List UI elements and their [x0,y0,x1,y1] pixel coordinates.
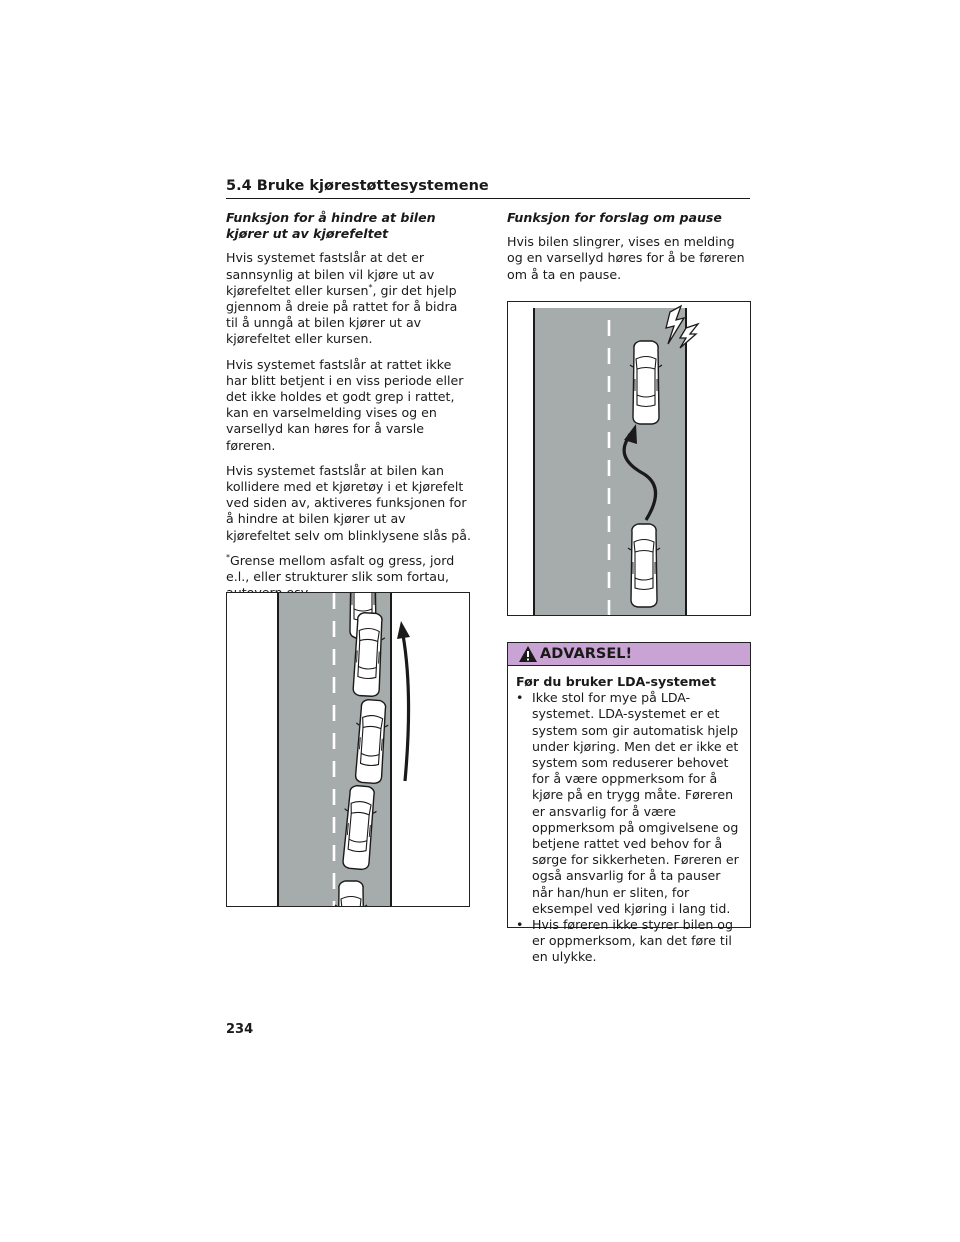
warning-title: ADVARSEL! [540,646,633,662]
page-number: 234 [226,1022,254,1037]
warning-box [507,642,751,965]
footnote-marker: * [368,282,373,292]
right-column [507,210,750,292]
lane-departure-paragraph-1: Hvis systemet fastslår at det er sannsynlig at bilen vil kjøre ut av kjørefeltet eller kursen*, gir det hjelp gjennom å dreie på rattet for å bidra til å unngå at bilen kjører ut av kjørefeltet eller kursen. [226,250,458,347]
lane-departure-paragraph-3: Hvis systemet fastslår at bilen kan kollidere med et kjøretøy i et kjørefelt ved siden av, aktiveres funksjonen for å hindre at bilen kjører ut av kjørefeltet selv om blinklysene slås på. [226,462,472,543]
warning-subhead: Før du bruker LDA-systemet [516,674,716,689]
pause-suggestion-illustration [507,301,751,616]
lane-departure-illustration [226,592,470,907]
warning-title-bar [508,643,750,666]
lane-departure-paragraph-2: Hvis systemet fastslår at rattet ikke har blitt betjent i en viss periode eller det ikke holdes et godt grep i rattet, kan en varselmelding vises og en varsellyd kan høres for å varsle føreren. [226,356,464,453]
section-header: 5.4 Bruke kjørestøttesystemene [226,178,750,199]
warning-triangle-icon [518,645,538,663]
footnote: *Grense mellom asfalt og gress, jord e.l., eller strukturer slik som fortau, [226,552,455,585]
pause-suggestion-subhead: Funksjon for forslag om pause [507,210,722,225]
pause-suggestion-paragraph: Hvis bilen slingrer, vises en melding og en varsellyd høres for å be føreren om å ta en pause. [507,234,745,282]
warning-bullet-1: • Ikke stol for mye på LDA-systemet. LDA-systemet er et system som gir automatisk hjelp under kjøring. Men det er ikke et system som reduserer behovet for å være oppmerksom for å kjøre på en trygg måte. Føreren er ansvarlig for å være oppmerksom på omgivelsene og betjene rattet ved behov for å sørge for sikkerheten. Føreren er også ansvarlig for å ta pauser når han/hun er sliten, for eksempel ved kjøring i lang tid. [516,690,739,916]
left-column [226,210,472,610]
warning-bullet-2: • Hvis føreren ikke styrer bilen og er oppmerksom, kan det føre til en ulykke. [516,917,734,965]
lane-departure-subhead: Funksjon for å hindre at bilen kjører ut av kjørefeltet [226,210,436,242]
